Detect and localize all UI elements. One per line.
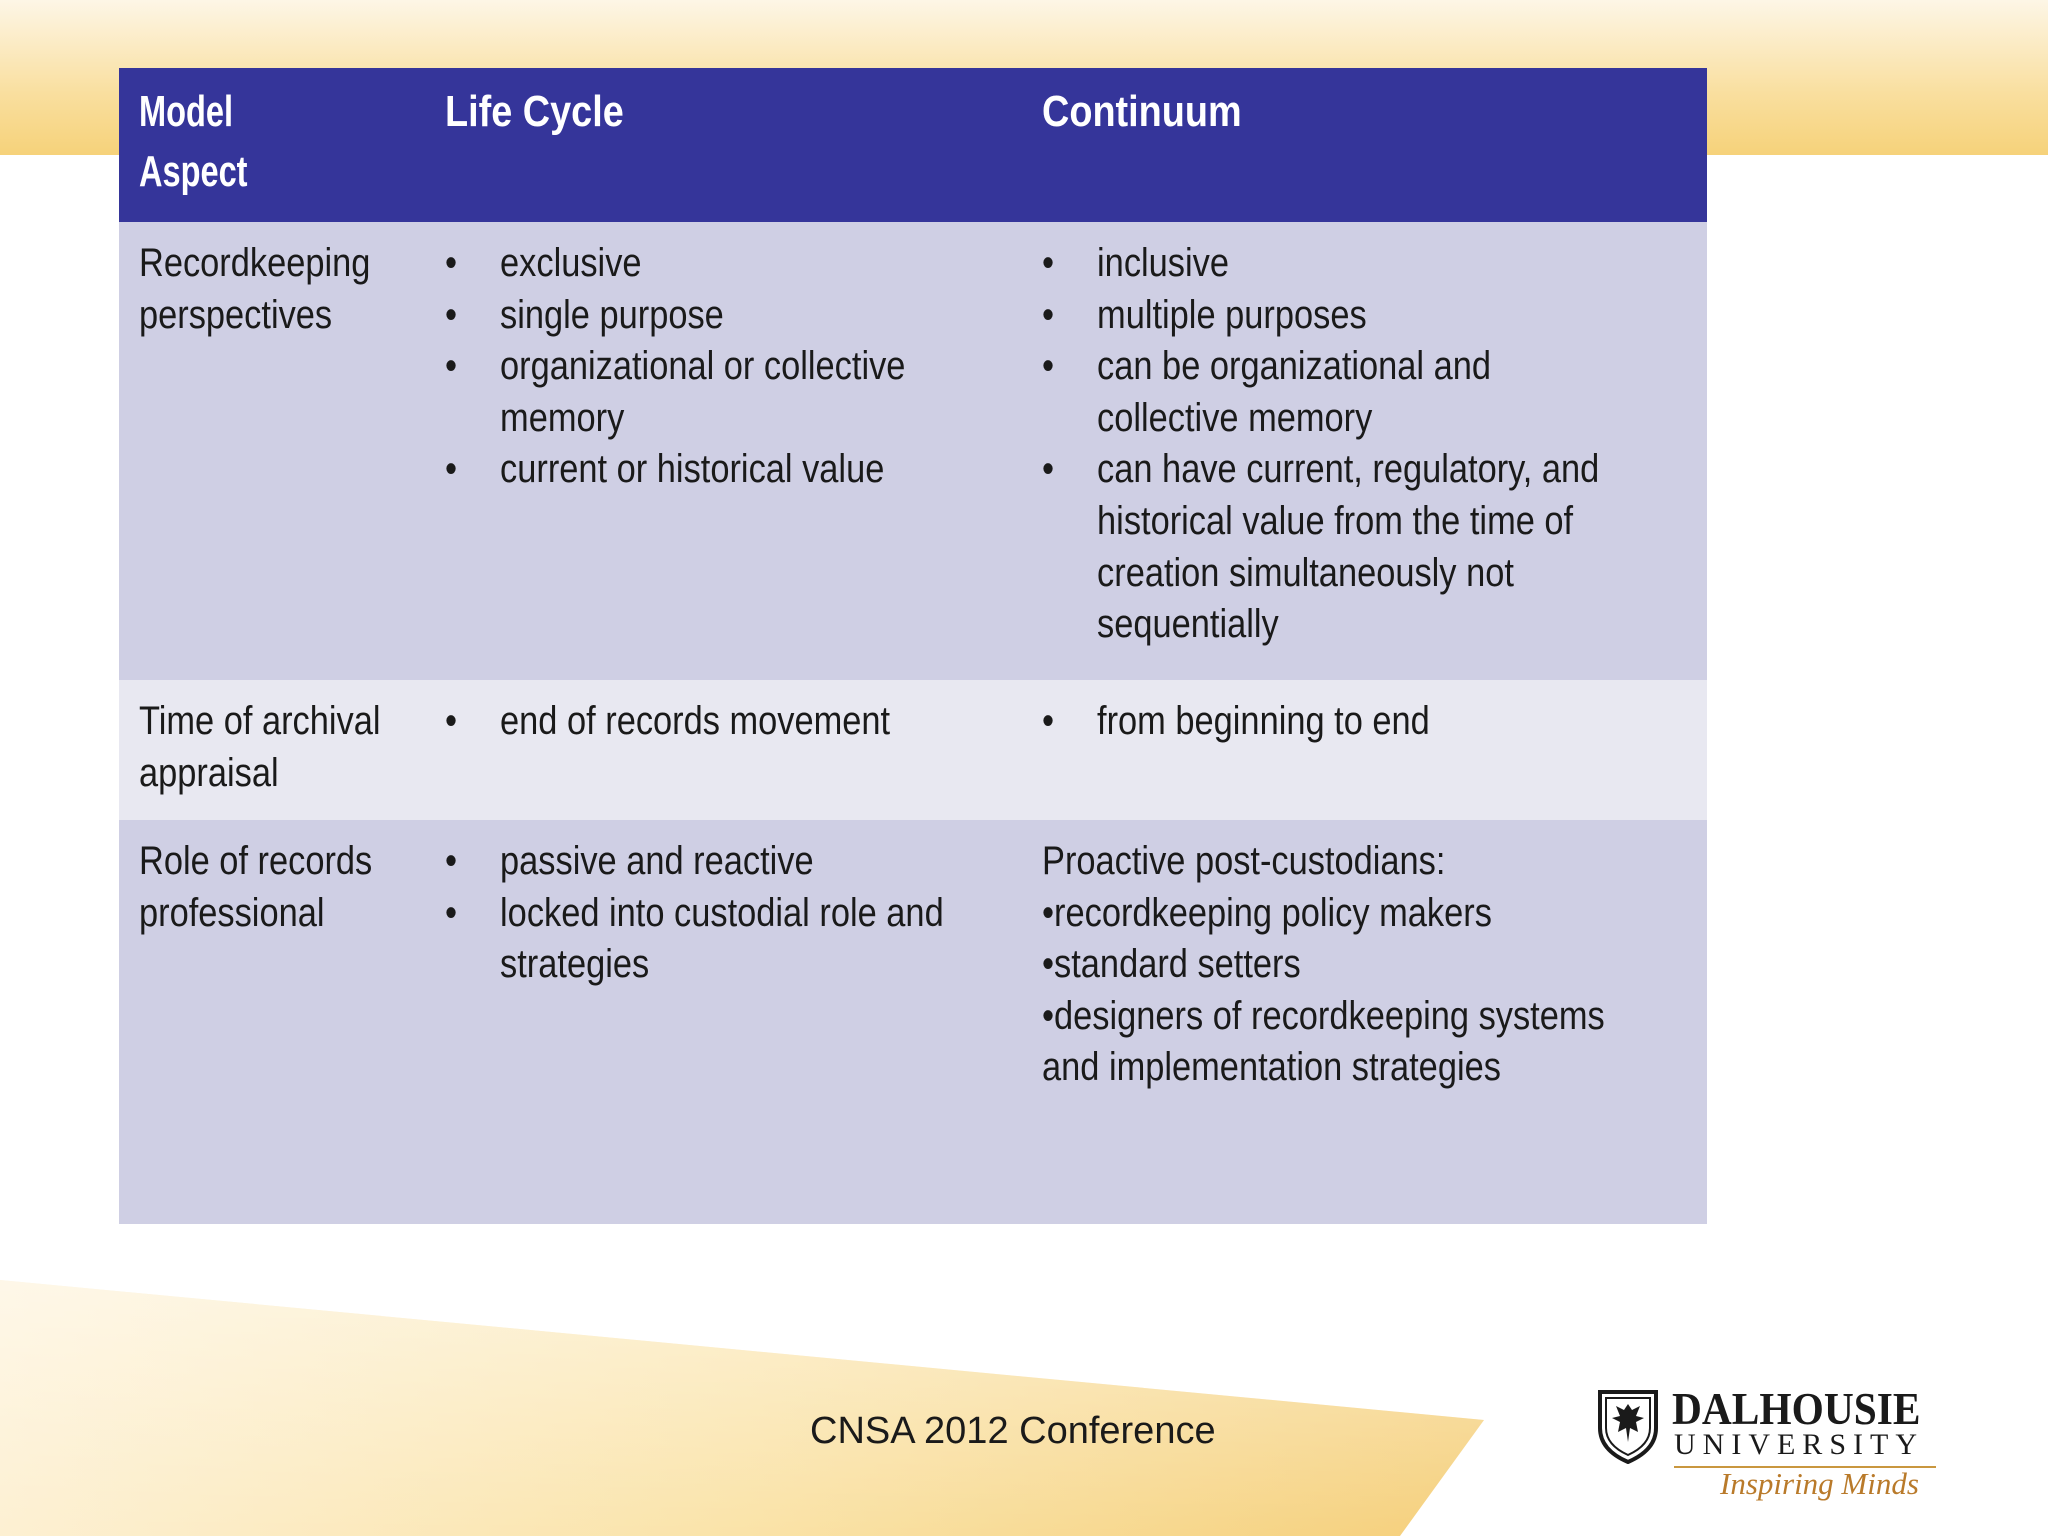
table-row — [119, 222, 1707, 680]
table-row — [119, 820, 1707, 1224]
list-item: • end of records movement — [445, 699, 891, 743]
list-item: • can have current, regulatory, and historical value from the time of creation simultaneously not sequentially — [1042, 447, 1600, 647]
table-row — [119, 680, 1707, 820]
list-item: • locked into custodial role and strategies — [445, 890, 944, 987]
header-continuum: Continuum — [1042, 87, 1242, 136]
comparison-table — [119, 68, 1707, 1224]
header-model-aspect: Model Aspect — [139, 87, 248, 196]
logo-name: DALHOUSIE — [1672, 1383, 1921, 1434]
continuum-text-line: •standard setters — [1042, 942, 1301, 987]
continuum-text-line: •designers of recordkeeping systems — [1042, 993, 1605, 1038]
header-life-cycle: Life Cycle — [445, 87, 624, 136]
life-cycle-cell — [425, 820, 1022, 1224]
list-item: • from beginning to end — [1042, 699, 1430, 743]
table-header-row — [119, 68, 1707, 222]
life-cycle-cell — [425, 222, 1022, 680]
aspect-cell: Recordkeeping perspectives — [139, 241, 371, 337]
list-item: • current or historical value — [445, 447, 885, 492]
continuum-cell — [1022, 820, 1707, 1224]
list-item: • can be organizational and collective memory — [1042, 344, 1492, 440]
list-item: • inclusive — [1042, 241, 1229, 285]
list-item: • single purpose — [445, 292, 724, 337]
list-item: • exclusive — [445, 241, 642, 285]
crest-icon — [1596, 1388, 1660, 1464]
continuum-text-line: Proactive post-custodians: — [1042, 839, 1446, 883]
continuum-text-line: and implementation strategies — [1042, 1045, 1501, 1090]
list-item: • multiple purposes — [1042, 292, 1367, 337]
aspect-cell: Role of records professional — [139, 839, 373, 935]
list-item: • passive and reactive — [445, 839, 814, 883]
dalhousie-logo — [1596, 1383, 1936, 1501]
continuum-cell — [1022, 222, 1707, 680]
list-item: • organizational or collective memory — [445, 344, 906, 440]
continuum-text-line: •recordkeeping policy makers — [1042, 890, 1492, 935]
logo-tagline: Inspiring Minds — [1720, 1466, 1919, 1501]
continuum-cell — [1022, 680, 1707, 820]
aspect-cell: Time of archival appraisal — [139, 699, 381, 795]
conference-footer: CNSA 2012 Conference — [810, 1410, 1216, 1452]
life-cycle-cell — [425, 680, 1022, 820]
logo-sub: UNIVERSITY — [1674, 1428, 1924, 1461]
